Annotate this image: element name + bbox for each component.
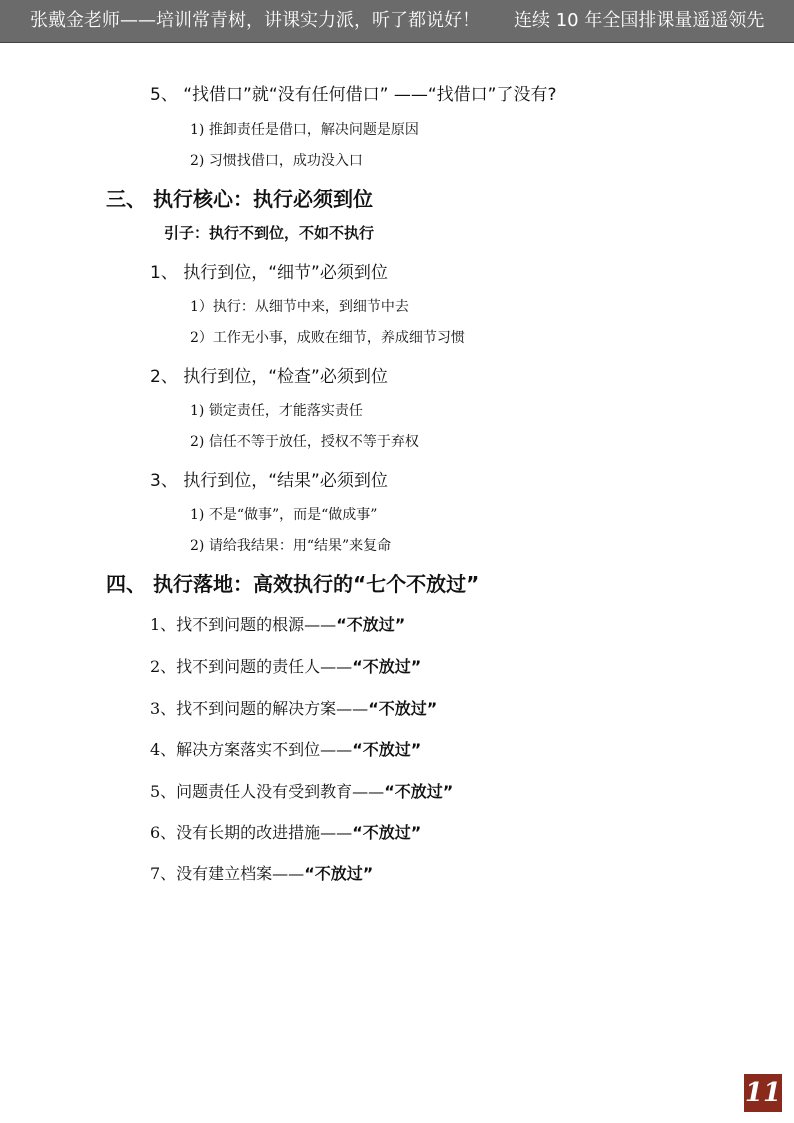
section-4-item-1-tag: “不放过” — [336, 615, 406, 634]
section-3-title: 三、 执行核心：执行必须到位 — [106, 187, 373, 211]
section-3-item-3-sub-1: 1) 不是“做事”，而是“做成事” — [190, 507, 378, 523]
section-4-item-1-text: 1、找不到问题的根源—— — [150, 615, 337, 634]
section-3-item-3-title: 3、 执行到位，“结果”必须到位 — [150, 471, 388, 491]
section-4-item-1 — [150, 612, 405, 635]
header-tagline: 连续 10 年全国排课量遥遥领先 — [514, 10, 765, 31]
section-4-item-6 — [150, 820, 421, 843]
section-3-item-2-sub-1: 1) 锁定责任，才能落实责任 — [190, 403, 363, 419]
section-3-item-1-sub-1: 1）执行：从细节中来，到细节中去 — [190, 299, 409, 315]
prev-item-5-title: 5、 “找借口”就“没有任何借口” ——“找借口”了没有? — [150, 85, 557, 105]
section-3-item-1-sub-2: 2）工作无小事，成败在细节，养成细节习惯 — [190, 330, 465, 346]
section-3-item-3-sub-2: 2) 请给我结果：用“结果”来复命 — [190, 538, 392, 554]
section-4-item-3 — [150, 696, 437, 719]
section-4-item-3-text: 3、找不到问题的解决方案—— — [150, 699, 369, 718]
header-banner — [0, 0, 794, 43]
section-3-item-2-title: 2、 执行到位，“检查”必须到位 — [150, 367, 388, 387]
section-4-item-5-tag: “不放过” — [384, 782, 454, 801]
section-3-item-2-sub-2: 2) 信任不等于放任，授权不等于弃权 — [190, 434, 419, 450]
page-number-badge: 11 — [744, 1074, 782, 1112]
section-4-item-6-tag: “不放过” — [352, 823, 422, 842]
section-4-item-6-text: 6、没有长期的改进措施—— — [150, 823, 353, 842]
prev-item-5-sub-2: 2) 习惯找借口，成功没入口 — [190, 153, 363, 169]
section-4-item-3-tag: “不放过” — [368, 699, 438, 718]
section-3-item-1-title: 1、 执行到位，“细节”必须到位 — [150, 263, 388, 283]
section-4-item-7-tag: “不放过” — [304, 864, 374, 883]
prev-item-5-sub-1: 1) 推卸责任是借口，解决问题是原因 — [190, 122, 419, 138]
section-3-lead: 引子：执行不到位，不如不执行 — [164, 224, 375, 242]
section-4-item-4-tag: “不放过” — [352, 740, 422, 759]
section-4-item-2-text: 2、找不到问题的责任人—— — [150, 657, 353, 676]
section-4-item-5-text: 5、问题责任人没有受到教育—— — [150, 782, 385, 801]
section-4-title: 四、 执行落地：高效执行的“七个不放过” — [106, 572, 480, 596]
section-4-item-4-text: 4、解决方案落实不到位—— — [150, 740, 353, 759]
section-4-item-5 — [150, 779, 453, 802]
section-4-item-2 — [150, 654, 421, 677]
section-4-item-7-text: 7、没有建立档案—— — [150, 864, 305, 883]
section-4-item-7 — [150, 861, 373, 884]
header-slogan: 张戴金老师——培训常青树，讲课实力派，听了都说好！ — [30, 10, 480, 31]
section-4-item-4 — [150, 737, 421, 760]
section-4-item-2-tag: “不放过” — [352, 657, 422, 676]
